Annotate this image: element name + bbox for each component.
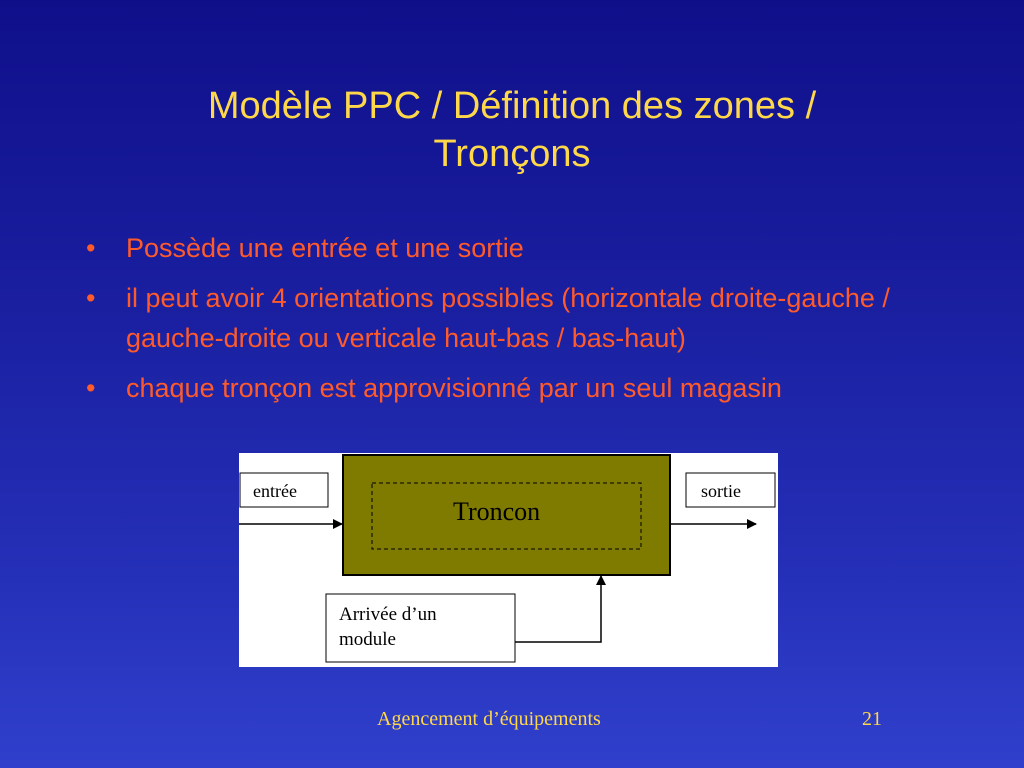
module-label xyxy=(339,602,437,652)
module-connector xyxy=(515,576,601,642)
bullet-dot: • xyxy=(86,373,96,403)
bullet-item xyxy=(86,278,936,358)
slide-title-line1: Modèle PPC / Définition des zones / xyxy=(207,85,817,127)
slide-title xyxy=(100,82,924,178)
page-number: 21 xyxy=(862,708,882,730)
bullet-item xyxy=(86,368,936,408)
output-label: sortie xyxy=(701,481,741,501)
bullet-dot: • xyxy=(86,283,96,313)
bullet-item xyxy=(86,228,936,268)
module-label-line1: Arrivée d’un xyxy=(339,604,437,625)
bullet-text: chaque tronçon est approvisionné par un seul magasin xyxy=(126,373,782,403)
footer-text: Agencement d’équipements xyxy=(377,708,601,730)
bullet-list xyxy=(86,228,936,418)
troncon-label: Troncon xyxy=(453,497,541,526)
slide-title-line2: Tronçons xyxy=(433,133,591,175)
bullet-text: Possède une entrée et une sortie xyxy=(126,233,524,263)
bullet-dot: • xyxy=(86,233,96,263)
troncon-diagram xyxy=(239,453,778,667)
diagram-graphics xyxy=(239,453,778,667)
input-label: entrée xyxy=(253,481,297,501)
module-label-line2: module xyxy=(339,629,396,650)
bullet-text: il peut avoir 4 orientations possibles (horizontale droite-gauche / gauche-droite ou verticale haut-bas / bas-haut) xyxy=(126,283,890,353)
